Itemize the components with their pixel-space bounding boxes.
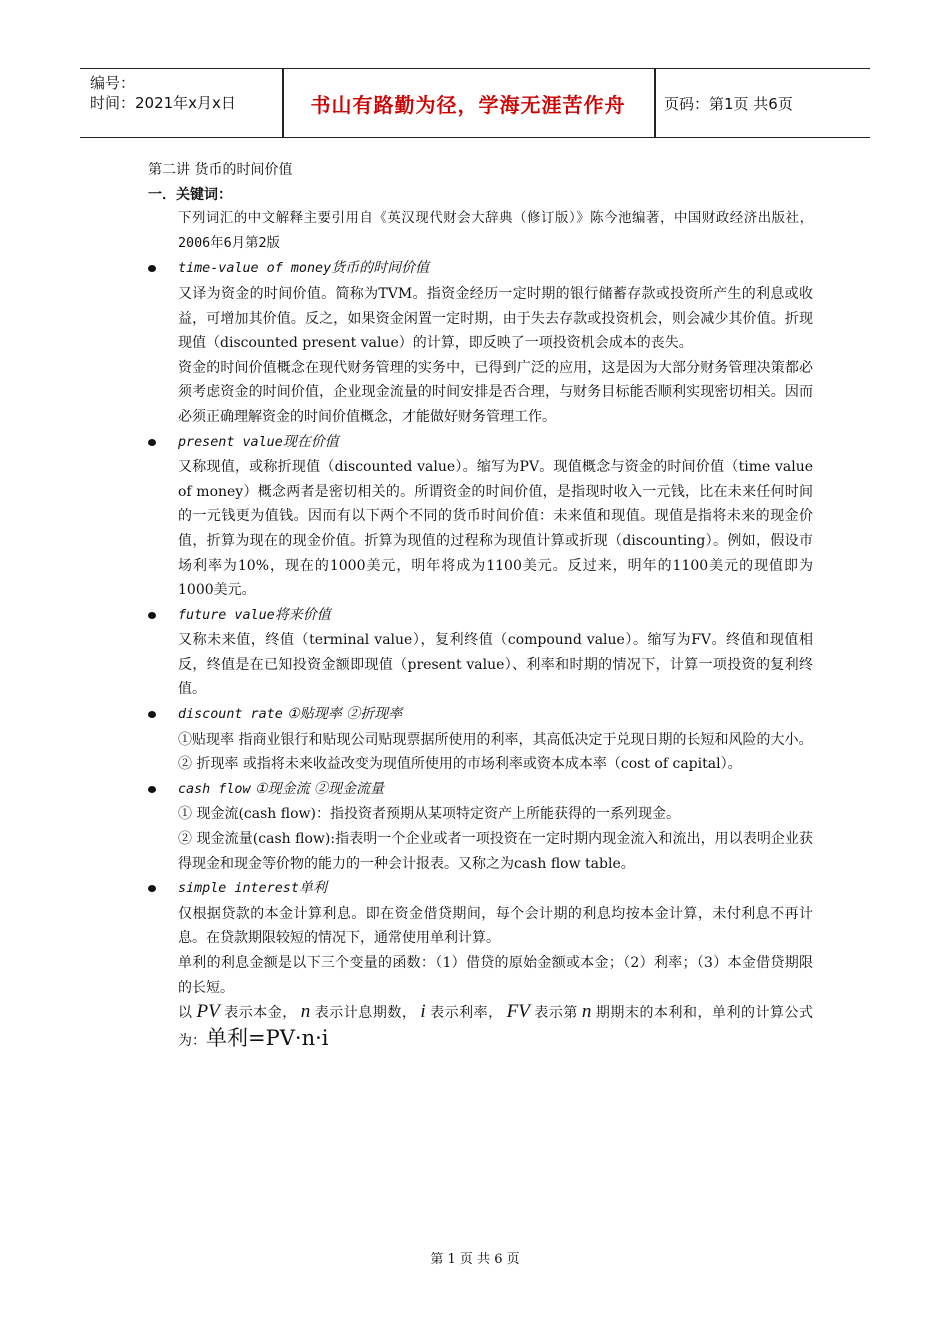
term-paragraph: 又称未来值，终值（terminal value），复利终值（compound value）。缩写为FV。终值和现值相反，终值是在已知投资金额即现值（present value）、利率和时期的情况下，计算一项投资的复利终值。 bbox=[178, 632, 813, 698]
term-en: future value bbox=[178, 607, 275, 623]
terms-block bbox=[148, 207, 813, 1053]
term-en: simple interest bbox=[178, 881, 299, 897]
term-heading bbox=[178, 777, 813, 803]
bullet-icon bbox=[148, 612, 156, 619]
term-heading bbox=[178, 603, 813, 629]
term-en: present value bbox=[178, 434, 283, 450]
term-zh: 将来价值 bbox=[274, 606, 331, 623]
term-en: cash flow bbox=[178, 781, 251, 797]
term-en: time-value of money bbox=[178, 261, 332, 277]
term-paragraph: 又译为资金的时间价值。简称为TVM。指资金经历一定时期的银行储蓄存款或投资所产生的利息或收益，可增加其价值。反之，如果资金闲置一定时期，由于失去存款或投资机会，则会减少其价值。折现现值（discounted present value）的计算，即反映了一项投资机会成本的丧失。 bbox=[178, 285, 813, 352]
term-paragraph: 单利的利息金额是以下三个变量的函数：（1）借贷的原始金额或本金；（2）利率；（3）本金借贷期限的长短。 bbox=[178, 955, 813, 996]
page-footer: 第 1 页 共 6 页 bbox=[430, 1252, 520, 1267]
term-heading bbox=[178, 876, 813, 902]
formula-text: 期期末的本利和，单利的计算公式为： bbox=[178, 1005, 814, 1049]
document-body bbox=[148, 158, 813, 1053]
term-heading bbox=[178, 256, 813, 282]
term-paragraph: 资金的时间价值概念在现代财务管理的实务中，已得到广泛的应用，这是因为大部分财务管理决策都必须考虑资金的时间价值，企业现金流量的时间安排是否合理，与财务目标能否顺利实现密切相关。因而必须正确理解资金的时间价值概念，才能做好财务管理工作。 bbox=[178, 359, 813, 425]
term-zh: 现在价值 bbox=[282, 433, 339, 450]
bullet-icon bbox=[148, 439, 156, 446]
header-left bbox=[90, 73, 236, 113]
header-divider bbox=[654, 69, 656, 137]
doc-number-label: 编号： bbox=[90, 74, 136, 92]
term-paragraph: ② 现金流量(cash flow):指表明一个企业或者一项投资在一定时期内现金流入和流出，用以表明企业获得现金和现金等价物的能力的一种会计报表。又称之为cash flow table。 bbox=[178, 831, 813, 872]
math-fv: FV bbox=[506, 1001, 530, 1023]
term-paragraph: ② 折现率 或指将未来收益改变为现值所使用的市场利率或资本成本率（cost of capital）。 bbox=[178, 756, 742, 773]
simple-interest-formula: 单利=PV·n·i bbox=[206, 1025, 329, 1050]
term-paragraph: 又称现值，或称折现值（discounted value）。缩写为PV。现值概念与资金的时间价值（time value of money）概念两者是密切相关的。所谓资金的时间价值，是指现时收入一元钱，比在未来任何时间的一元钱更为值钱。因而有以下两个不同的货币时间价值：未来值和现值。现值是指将未来的现金价值，折算为现在的现金价值。折算为现值的过程称为现值计算或折现（discounting）。例如，假设市场利率为10%，现在的1000美元，明年将成为1100美元。反过来，明年的1100美元的现值即为1000美元。 bbox=[178, 459, 813, 599]
intro-paragraph: 下列词汇的中文解释主要引用自《英汉现代财会大辞典（修订版）》陈今池编著，中国财政经济出版社，2006年6月第2版 bbox=[178, 211, 813, 251]
bullet-icon bbox=[148, 885, 156, 892]
term-paragraph: ①贴现率 指商业银行和贴现公司贴现票据所使用的利率，其高低决定于兑现日期的长短和风险的大小。 bbox=[178, 731, 813, 748]
section-heading: 一．关键词： bbox=[148, 186, 232, 203]
bullet-icon bbox=[148, 711, 156, 718]
math-n: n bbox=[581, 1001, 592, 1023]
term-en: discount rate bbox=[178, 707, 283, 723]
math-i: i bbox=[420, 1001, 426, 1023]
bullet-icon bbox=[148, 265, 156, 272]
term-zh: ①现金流 ②现金流量 bbox=[250, 780, 385, 797]
term-heading bbox=[178, 702, 813, 728]
header-motto: 书山有路勤为径，学海无涯苦作舟 bbox=[310, 92, 626, 117]
term-paragraph: ① 现金流(cash flow)：指投资者预期从某项特定资产上所能获得的一系列现金。 bbox=[178, 806, 680, 823]
formula-paragraph bbox=[178, 1000, 813, 1053]
bullet-icon bbox=[148, 786, 156, 793]
term-paragraph: 仅根据贷款的本金计算利息。即在资金借贷期间，每个会计期的利息均按本金计算，未付利息不再计息。在贷款期限较短的情况下，通常使用单利计算。 bbox=[178, 905, 813, 947]
formula-text: 表示本金， bbox=[223, 1005, 297, 1022]
doc-date: 时间：2021年x月x日 bbox=[90, 94, 236, 112]
page-header bbox=[80, 68, 870, 138]
lecture-title: 第二讲 货币的时间价值 bbox=[148, 162, 293, 178]
term-zh: 货币的时间价值 bbox=[331, 260, 430, 277]
term-zh: ①贴现率 ②折现率 bbox=[282, 706, 403, 723]
header-page-info: 页码：第1页 共6页 bbox=[664, 94, 793, 113]
math-n: n bbox=[300, 1001, 311, 1023]
formula-text: 以 bbox=[178, 1005, 193, 1022]
formula-text: 表示利率， bbox=[429, 1005, 503, 1022]
math-pv: PV bbox=[196, 1001, 220, 1023]
formula-text: 表示计息期数， bbox=[314, 1005, 417, 1022]
term-heading bbox=[178, 430, 813, 456]
formula-text: 表示第 bbox=[533, 1005, 578, 1022]
term-zh: 单利 bbox=[298, 880, 327, 897]
